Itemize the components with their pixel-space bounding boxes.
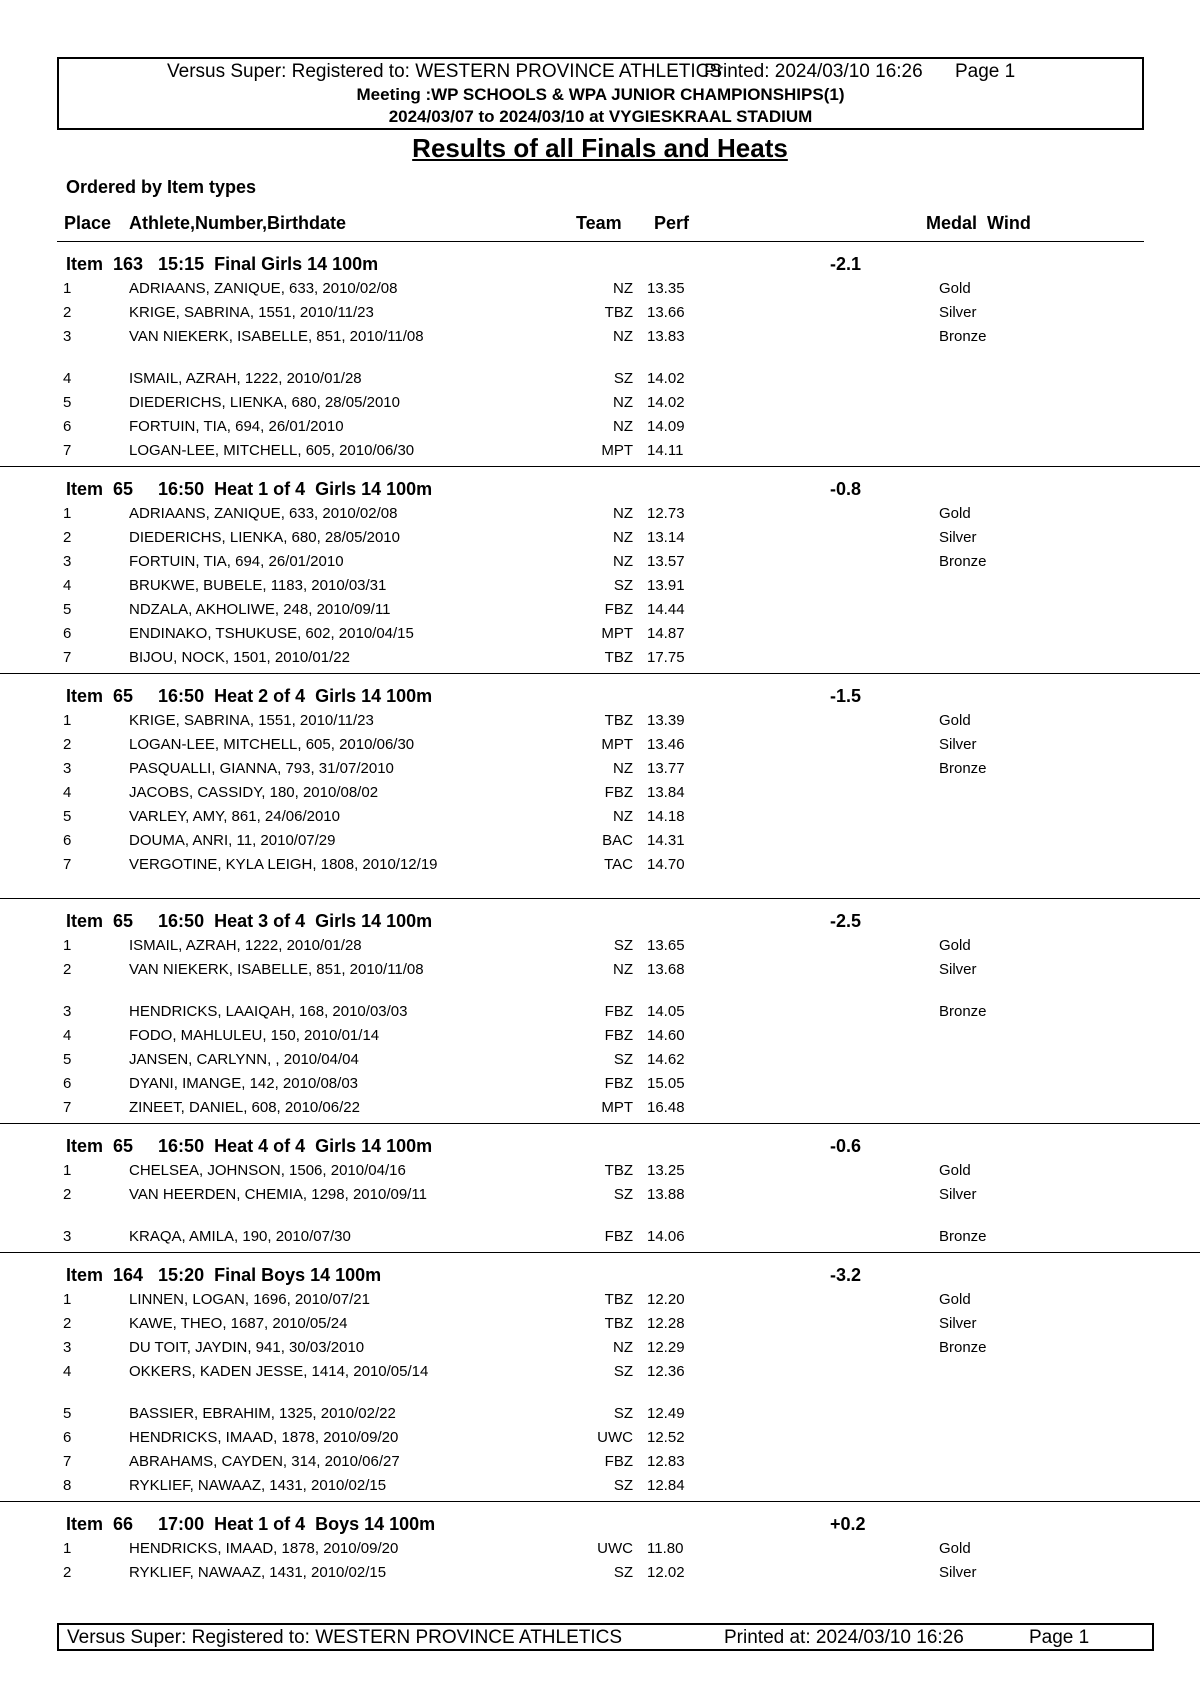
result-athlete: LOGAN-LEE, MITCHELL, 605, 2010/06/30 <box>129 442 415 459</box>
event-title: Item 66 17:00 Heat 1 of 4 Boys 14 100m <box>66 1514 436 1534</box>
result-row <box>0 1000 1200 1024</box>
result-medal: Bronze <box>939 1228 987 1245</box>
result-perf: 17.75 <box>647 649 685 666</box>
result-athlete: JACOBS, CASSIDY, 180, 2010/08/02 <box>129 784 379 801</box>
result-medal: Bronze <box>939 328 987 345</box>
result-row <box>0 439 1200 463</box>
result-row <box>0 1072 1200 1096</box>
result-athlete: HENDRICKS, LAAIQAH, 168, 2010/03/03 <box>129 1003 408 1020</box>
event-title: Item 65 16:50 Heat 4 of 4 Girls 14 100m <box>66 1136 433 1156</box>
result-team: TBZ <box>604 1315 633 1332</box>
result-perf: 13.88 <box>647 1186 685 1203</box>
result-team: NZ <box>613 418 633 435</box>
result-place: 1 <box>63 280 72 297</box>
result-medal: Silver <box>939 529 977 546</box>
result-row <box>0 574 1200 598</box>
result-row <box>0 1474 1200 1498</box>
result-perf: 14.31 <box>647 832 685 849</box>
result-place: 5 <box>63 1051 72 1068</box>
event-block <box>0 1502 1200 1588</box>
result-row <box>0 1402 1200 1426</box>
result-team: BAC <box>602 832 633 849</box>
result-row <box>0 1288 1200 1312</box>
event-title: Item 65 16:50 Heat 2 of 4 Girls 14 100m <box>66 686 433 706</box>
result-row <box>0 391 1200 415</box>
result-place: 4 <box>63 1027 72 1044</box>
result-team: NZ <box>613 529 633 546</box>
result-athlete: VAN HEERDEN, CHEMIA, 1298, 2010/09/11 <box>129 1186 427 1203</box>
result-perf: 13.91 <box>647 577 685 594</box>
event-title: Item 163 15:15 Final Girls 14 100m <box>66 254 379 274</box>
result-perf: 11.80 <box>647 1540 684 1557</box>
result-medal: Silver <box>939 1186 977 1203</box>
result-place: 2 <box>63 304 72 321</box>
result-team: UWC <box>597 1540 633 1557</box>
event-title: Item 164 15:20 Final Boys 14 100m <box>66 1265 382 1285</box>
result-team: SZ <box>613 577 633 594</box>
result-athlete: FORTUIN, TIA, 694, 26/01/2010 <box>129 418 344 435</box>
result-perf: 14.02 <box>647 370 685 387</box>
result-perf: 13.84 <box>647 784 685 801</box>
result-row <box>0 367 1200 391</box>
result-team: NZ <box>613 760 633 777</box>
result-athlete: DIEDERICHS, LIENKA, 680, 28/05/2010 <box>129 394 400 411</box>
result-athlete: KAWE, THEO, 1687, 2010/05/24 <box>129 1315 348 1332</box>
result-athlete: DYANI, IMANGE, 142, 2010/08/03 <box>129 1075 359 1092</box>
result-place: 6 <box>63 1429 72 1446</box>
result-team: NZ <box>613 553 633 570</box>
result-athlete: KRIGE, SABRINA, 1551, 2010/11/23 <box>129 712 374 729</box>
header-printed: Printed: 2024/03/10 16:26 <box>704 61 923 82</box>
result-team: NZ <box>613 505 633 522</box>
ordering-note: Ordered by Item types <box>66 177 257 197</box>
result-row <box>0 598 1200 622</box>
result-athlete: KRIGE, SABRINA, 1551, 2010/11/23 <box>129 304 374 321</box>
event-block <box>0 1253 1200 1502</box>
result-row <box>0 325 1200 367</box>
result-place: 3 <box>63 553 72 570</box>
result-perf: 12.02 <box>647 1564 685 1581</box>
result-athlete: ENDINAKO, TSHUKUSE, 602, 2010/04/15 <box>129 625 414 642</box>
result-medal: Gold <box>939 712 971 729</box>
result-medal: Bronze <box>939 553 987 570</box>
event-block <box>0 467 1200 674</box>
result-team: SZ <box>613 1051 633 1068</box>
event-wind: -2.5 <box>830 911 862 931</box>
result-perf: 13.46 <box>647 736 685 753</box>
result-place: 1 <box>63 1540 72 1557</box>
result-athlete: LOGAN-LEE, MITCHELL, 605, 2010/06/30 <box>129 736 415 753</box>
result-row <box>0 781 1200 805</box>
page-header <box>57 57 1144 130</box>
result-place: 6 <box>63 832 72 849</box>
result-team: SZ <box>613 1363 633 1380</box>
result-row <box>0 805 1200 829</box>
result-perf: 13.39 <box>647 712 685 729</box>
result-athlete: RYKLIEF, NAWAAZ, 1431, 2010/02/15 <box>129 1477 387 1494</box>
result-place: 3 <box>63 1339 72 1356</box>
result-team: NZ <box>613 394 633 411</box>
result-athlete: PASQUALLI, GIANNA, 793, 31/07/2010 <box>129 760 394 777</box>
result-place: 7 <box>63 856 72 873</box>
result-place: 5 <box>63 601 72 618</box>
result-perf: 15.05 <box>647 1075 685 1092</box>
event-heading <box>0 242 1200 277</box>
result-row <box>0 622 1200 646</box>
result-team: SZ <box>613 937 633 954</box>
result-team: FBZ <box>604 1453 633 1470</box>
result-place: 2 <box>63 1315 72 1332</box>
result-medal: Gold <box>939 1291 971 1308</box>
result-row <box>0 1159 1200 1183</box>
result-perf: 14.11 <box>647 442 684 459</box>
result-athlete: LINNEN, LOGAN, 1696, 2010/07/21 <box>129 1291 370 1308</box>
result-row <box>0 853 1200 895</box>
result-row <box>0 1225 1200 1249</box>
result-team: FBZ <box>604 601 633 618</box>
result-row <box>0 1048 1200 1072</box>
result-team: NZ <box>613 1339 633 1356</box>
event-heading <box>0 1502 1200 1537</box>
result-perf: 13.57 <box>647 553 685 570</box>
result-place: 4 <box>63 577 72 594</box>
result-perf: 16.48 <box>647 1099 685 1116</box>
result-athlete: FODO, MAHLULEU, 150, 2010/01/14 <box>129 1027 380 1044</box>
result-perf: 14.02 <box>647 394 685 411</box>
result-athlete: ABRAHAMS, CAYDEN, 314, 2010/06/27 <box>129 1453 400 1470</box>
footer-printed: Printed at: 2024/03/10 16:26 <box>724 1627 964 1648</box>
result-athlete: DU TOIT, JAYDIN, 941, 30/03/2010 <box>129 1339 365 1356</box>
meeting-name: Meeting :WP SCHOOLS & WPA JUNIOR CHAMPIONSHIPS(1) <box>356 85 845 104</box>
result-place: 1 <box>63 712 72 729</box>
result-perf: 13.25 <box>647 1162 685 1179</box>
result-row <box>0 550 1200 574</box>
result-row <box>0 1360 1200 1402</box>
column-headers <box>0 213 1200 237</box>
result-medal: Gold <box>939 280 971 297</box>
result-row <box>0 301 1200 325</box>
result-perf: 13.14 <box>647 529 685 546</box>
event-block <box>0 899 1200 1124</box>
result-team: SZ <box>613 1564 633 1581</box>
result-perf: 12.73 <box>647 505 685 522</box>
result-athlete: NDZALA, AKHOLIWE, 248, 2010/09/11 <box>129 601 391 618</box>
result-row <box>0 1450 1200 1474</box>
result-place: 2 <box>63 961 72 978</box>
result-place: 7 <box>63 1453 72 1470</box>
event-block <box>0 1124 1200 1253</box>
result-team: FBZ <box>604 784 633 801</box>
result-place: 8 <box>63 1477 72 1494</box>
result-row <box>0 277 1200 301</box>
result-row <box>0 502 1200 526</box>
col-place-header: Place <box>64 213 112 233</box>
result-perf: 14.18 <box>647 808 685 825</box>
result-athlete: BIJOU, NOCK, 1501, 2010/01/22 <box>129 649 350 666</box>
result-place: 6 <box>63 1075 72 1092</box>
result-row <box>0 829 1200 853</box>
result-athlete: DIEDERICHS, LIENKA, 680, 28/05/2010 <box>129 529 400 546</box>
result-medal: Bronze <box>939 1003 987 1020</box>
result-medal: Gold <box>939 937 971 954</box>
col-team-header: Team <box>576 213 622 233</box>
result-team: TBZ <box>604 649 633 666</box>
result-place: 7 <box>63 649 72 666</box>
result-place: 3 <box>63 1003 72 1020</box>
result-team: TBZ <box>604 712 633 729</box>
result-row <box>0 1426 1200 1450</box>
result-team: NZ <box>613 280 633 297</box>
result-perf: 13.65 <box>647 937 685 954</box>
result-row <box>0 1561 1200 1585</box>
result-athlete: BRUKWE, BUBELE, 1183, 2010/03/31 <box>129 577 387 594</box>
result-perf: 12.20 <box>647 1291 685 1308</box>
result-place: 5 <box>63 1405 72 1422</box>
result-row <box>0 934 1200 958</box>
result-team: UWC <box>597 1429 633 1446</box>
result-athlete: ADRIAANS, ZANIQUE, 633, 2010/02/08 <box>129 280 398 297</box>
result-team: SZ <box>613 1405 633 1422</box>
result-medal: Gold <box>939 1162 971 1179</box>
result-place: 4 <box>63 784 72 801</box>
result-row <box>0 1096 1200 1120</box>
result-place: 6 <box>63 625 72 642</box>
result-athlete: VAN NIEKERK, ISABELLE, 851, 2010/11/08 <box>129 961 424 978</box>
result-athlete: ZINEET, DANIEL, 608, 2010/06/22 <box>129 1099 360 1116</box>
result-athlete: CHELSEA, JOHNSON, 1506, 2010/04/16 <box>129 1162 406 1179</box>
result-team: FBZ <box>604 1075 633 1092</box>
result-perf: 13.83 <box>647 328 685 345</box>
result-perf: 12.49 <box>647 1405 685 1422</box>
result-row <box>0 733 1200 757</box>
result-place: 7 <box>63 1099 72 1116</box>
result-team: SZ <box>613 1186 633 1203</box>
result-row <box>0 1336 1200 1360</box>
result-place: 4 <box>63 1363 72 1380</box>
event-title: Item 65 16:50 Heat 3 of 4 Girls 14 100m <box>66 911 433 931</box>
result-row <box>0 1312 1200 1336</box>
event-heading <box>0 1124 1200 1159</box>
result-athlete: VERGOTINE, KYLA LEIGH, 1808, 2010/12/19 <box>129 856 438 873</box>
col-athlete-header: Athlete,Number,Birthdate <box>129 213 347 233</box>
result-perf: 14.70 <box>647 856 685 873</box>
results-list <box>0 242 1200 1588</box>
result-place: 1 <box>63 937 72 954</box>
event-wind: -3.2 <box>830 1265 862 1285</box>
result-medal: Bronze <box>939 1339 987 1356</box>
result-place: 7 <box>63 442 72 459</box>
event-wind: -2.1 <box>830 254 862 274</box>
result-perf: 13.77 <box>647 760 685 777</box>
result-place: 5 <box>63 808 72 825</box>
result-perf: 14.05 <box>647 1003 685 1020</box>
footer-registered: Versus Super: Registered to: WESTERN PROVINCE ATHLETICS <box>67 1627 623 1648</box>
page-title: Results of all Finals and Heats <box>412 133 788 163</box>
page-footer <box>57 1623 1154 1651</box>
result-perf: 14.44 <box>647 601 685 618</box>
result-perf: 13.35 <box>647 280 685 297</box>
result-row <box>0 646 1200 670</box>
result-place: 1 <box>63 1291 72 1308</box>
result-place: 1 <box>63 1162 72 1179</box>
result-perf: 12.52 <box>647 1429 685 1446</box>
result-team: FBZ <box>604 1003 633 1020</box>
result-perf: 14.06 <box>647 1228 685 1245</box>
result-team: TBZ <box>604 304 633 321</box>
result-perf: 14.09 <box>647 418 685 435</box>
col-perf-header: Perf <box>654 213 690 233</box>
meeting-dates-venue: 2024/03/07 to 2024/03/10 at VYGIESKRAAL STADIUM <box>388 107 813 126</box>
result-perf: 14.62 <box>647 1051 685 1068</box>
result-place: 2 <box>63 1564 72 1581</box>
result-row <box>0 709 1200 733</box>
event-title: Item 65 16:50 Heat 1 of 4 Girls 14 100m <box>66 479 433 499</box>
footer-page-number: Page 1 <box>1029 1627 1090 1648</box>
result-athlete: KRAQA, AMILA, 190, 2010/07/30 <box>129 1228 351 1245</box>
result-row <box>0 1024 1200 1048</box>
result-perf: 12.36 <box>647 1363 685 1380</box>
result-perf: 12.84 <box>647 1477 685 1494</box>
result-row <box>0 958 1200 1000</box>
result-team: MPT <box>601 736 633 753</box>
result-team: MPT <box>601 442 633 459</box>
col-medal-wind-header: Medal Wind <box>926 213 1031 233</box>
event-wind: +0.2 <box>830 1514 866 1534</box>
result-perf: 12.28 <box>647 1315 685 1332</box>
result-place: 2 <box>63 736 72 753</box>
result-medal: Gold <box>939 505 971 522</box>
event-heading <box>0 1253 1200 1288</box>
result-athlete: OKKERS, KADEN JESSE, 1414, 2010/05/14 <box>129 1363 429 1380</box>
result-medal: Silver <box>939 304 977 321</box>
result-row <box>0 1183 1200 1225</box>
result-perf: 12.83 <box>647 1453 685 1470</box>
result-athlete: BASSIER, EBRAHIM, 1325, 2010/02/22 <box>129 1405 396 1422</box>
result-athlete: ADRIAANS, ZANIQUE, 633, 2010/02/08 <box>129 505 398 522</box>
event-block <box>0 674 1200 899</box>
result-place: 2 <box>63 1186 72 1203</box>
result-athlete: FORTUIN, TIA, 694, 26/01/2010 <box>129 553 344 570</box>
result-medal: Silver <box>939 736 977 753</box>
result-team: NZ <box>613 961 633 978</box>
result-athlete: HENDRICKS, IMAAD, 1878, 2010/09/20 <box>129 1429 399 1446</box>
result-row <box>0 526 1200 550</box>
result-medal: Silver <box>939 961 977 978</box>
result-medal: Silver <box>939 1564 977 1581</box>
result-team: FBZ <box>604 1027 633 1044</box>
event-heading <box>0 674 1200 709</box>
result-athlete: VAN NIEKERK, ISABELLE, 851, 2010/11/08 <box>129 328 424 345</box>
result-athlete: JANSEN, CARLYNN, , 2010/04/04 <box>129 1051 359 1068</box>
result-team: TAC <box>604 856 633 873</box>
event-wind: -0.8 <box>830 479 862 499</box>
result-place: 3 <box>63 1228 72 1245</box>
result-place: 6 <box>63 418 72 435</box>
result-athlete: ISMAIL, AZRAH, 1222, 2010/01/28 <box>129 937 362 954</box>
result-team: SZ <box>613 370 633 387</box>
result-perf: 14.60 <box>647 1027 685 1044</box>
result-place: 5 <box>63 394 72 411</box>
result-athlete: VARLEY, AMY, 861, 24/06/2010 <box>129 808 340 825</box>
result-perf: 12.29 <box>647 1339 685 1356</box>
result-team: MPT <box>601 625 633 642</box>
result-medal: Bronze <box>939 760 987 777</box>
result-perf: 13.66 <box>647 304 685 321</box>
result-team: TBZ <box>604 1291 633 1308</box>
result-place: 2 <box>63 529 72 546</box>
result-row <box>0 1537 1200 1561</box>
result-place: 3 <box>63 760 72 777</box>
result-athlete: HENDRICKS, IMAAD, 1878, 2010/09/20 <box>129 1540 399 1557</box>
result-place: 1 <box>63 505 72 522</box>
result-athlete: ISMAIL, AZRAH, 1222, 2010/01/28 <box>129 370 362 387</box>
result-perf: 14.87 <box>647 625 685 642</box>
result-athlete: RYKLIEF, NAWAAZ, 1431, 2010/02/15 <box>129 1564 387 1581</box>
result-team: MPT <box>601 1099 633 1116</box>
result-team: NZ <box>613 808 633 825</box>
result-team: FBZ <box>604 1228 633 1245</box>
result-perf: 13.68 <box>647 961 685 978</box>
result-medal: Silver <box>939 1315 977 1332</box>
event-wind: -0.6 <box>830 1136 862 1156</box>
result-medal: Gold <box>939 1540 971 1557</box>
result-athlete: DOUMA, ANRI, 11, 2010/07/29 <box>129 832 336 849</box>
event-block <box>0 242 1200 467</box>
event-heading <box>0 467 1200 502</box>
event-heading <box>0 899 1200 934</box>
result-place: 3 <box>63 328 72 345</box>
result-team: NZ <box>613 328 633 345</box>
header-registered: Versus Super: Registered to: WESTERN PROVINCE ATHLETICS <box>167 61 723 82</box>
result-row <box>0 757 1200 781</box>
result-team: TBZ <box>604 1162 633 1179</box>
result-team: SZ <box>613 1477 633 1494</box>
result-place: 4 <box>63 370 72 387</box>
event-wind: -1.5 <box>830 686 862 706</box>
result-row <box>0 415 1200 439</box>
header-page-number: Page 1 <box>955 61 1016 82</box>
